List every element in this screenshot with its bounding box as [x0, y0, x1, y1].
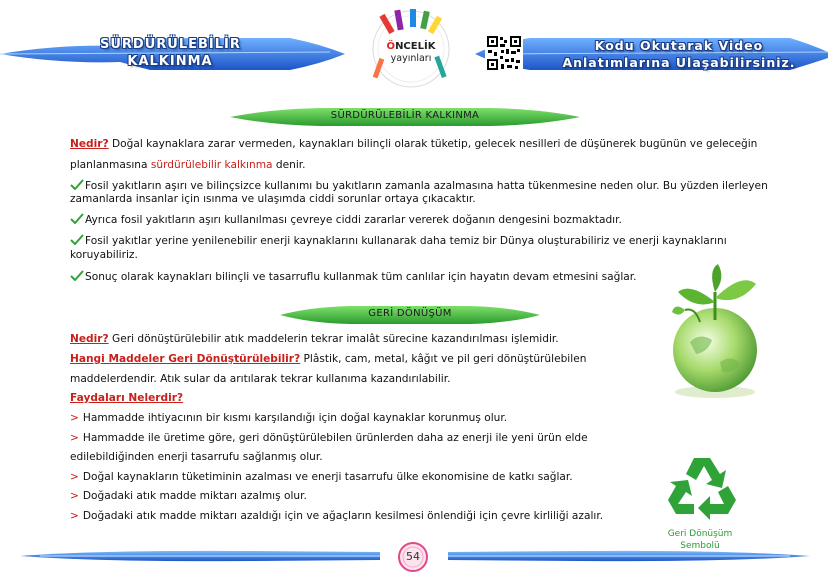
s1-bullet: Fosil yakıtlar yerine yenilenebilir enerji kaynaklarını kullanarak daha temiz bir Dünya oluşturabiliriz ve enerji kaynaklarını: [70, 234, 727, 248]
arrow-icon: >: [70, 510, 79, 522]
checkmark-icon: [70, 234, 84, 245]
s1-question-label: Nedir?: [70, 138, 109, 150]
section2-title-bar: [280, 305, 540, 325]
arrow-icon: >: [70, 432, 79, 444]
checkmark-icon: [70, 179, 84, 190]
arrow-icon: >: [70, 490, 79, 502]
s1-bullet-cont: zamanlarda insanlar için ısınma ve ulaşımda ciddi sorunlar ortaya çıkacaktır.: [70, 193, 476, 205]
left-title-line2: KALKINMA: [127, 54, 213, 69]
s2-benefit-item: > Doğadaki atık madde miktarı azalmış olur.: [70, 490, 307, 502]
s1-highlight-term: sürdürülebilir kalkınma: [150, 159, 273, 171]
recycle-caption-line2: Sembolü: [680, 541, 720, 551]
s1-bullet-cont: koruyabiliriz.: [70, 249, 138, 261]
arrow-icon: >: [70, 471, 79, 483]
section1-title: SÜRDÜRÜLEBİLİR KALKINMA: [330, 110, 480, 121]
recycle-icon: [664, 454, 740, 522]
publisher-subname: yayınları: [390, 53, 432, 64]
right-title-line1: Kodu Okutarak Video: [594, 38, 764, 53]
s2-materials-label: Hangi Maddeler Geri Dönüştürülebilir?: [70, 353, 301, 365]
s2-benefit-cont: edilebildiğinden enerji tasarrufu sağlanmış olur.: [70, 451, 323, 463]
recycle-caption-line1: Geri Dönüşüm: [667, 529, 733, 539]
s2-benefit-item: > Doğal kaynakların tüketiminin azalması ve enerji tasarrufu ülke ekonomisine de katkı sağlar.: [70, 471, 573, 483]
s2-materials-line2: maddelerdendir. Atık sular da arıtılarak tekrar kullanıma kazandırılabilir.: [70, 373, 451, 385]
qr-code-icon[interactable]: [485, 34, 523, 72]
s2-benefit-item: > Hammadde ile üretime göre, geri dönüştürülebilen ürünlerden daha az enerji ile yeni ürün elde: [70, 432, 588, 444]
right-title-line2: Anlatımlarına Ulaşabilirsiniz.: [562, 55, 796, 70]
s2-definition-line: Nedir? Geri dönüştürülebilir atık maddelerin tekrar imalât sürecine kazandırılması işlemidir.: [70, 333, 559, 345]
s2-benefits-label: Faydaları Nelerdir?: [70, 392, 184, 404]
s1-bullet: Ayrıca fosil yakıtların aşırı kullanılması çevreye ciddi zararlar vererek doğanın dengesini bozmaktadır.: [70, 213, 622, 227]
left-title-line1: SÜRDÜRÜLEBİLİR: [100, 37, 241, 52]
page-number: 54: [406, 550, 420, 563]
arrow-icon: >: [70, 412, 79, 424]
section1-title-bar: [230, 107, 580, 127]
section2-title: GERİ DÖNÜŞÜM: [368, 308, 452, 319]
page-number-badge: [397, 541, 429, 573]
header-right-banner: [470, 30, 828, 78]
s2-question-label: Nedir?: [70, 333, 109, 345]
s1-bullet: Fosil yakıtların aşırı ve bilinçsizce kullanımı bu yakıtların zamanla azalmasına hatta tükenmesine neden olur. Bu yüzden ilerleyen: [70, 179, 768, 193]
globe-plant-image: [660, 262, 770, 402]
header-left-banner: [0, 30, 350, 78]
s1-bullet: Sonuç olarak kaynakları bilinçli ve tasarruflu kullanmak tüm canlılar için hayatın devam etmesini sağlar.: [70, 270, 637, 284]
s2-benefit-item: > Doğadaki atık madde miktarı azaldığı için ve ağaçların kesilmesi önlendiği için çevre kirliliği azalır.: [70, 510, 604, 522]
publisher-name: ÖNCELİK: [386, 41, 436, 52]
checkmark-icon: [70, 213, 84, 224]
s2-benefit-item: > Hammadde ihtiyacının bir kısmı karşılandığı için doğal kaynaklar korunmuş olur.: [70, 412, 508, 424]
checkmark-icon: [70, 270, 84, 281]
s1-definition-line1: [70, 138, 757, 151]
s2-materials-line1: Hangi Maddeler Geri Dönüştürülebilir? Plâstik, cam, metal, kâğıt ve pil geri dönüştürülebilen: [70, 353, 587, 365]
s1-definition-line2: planlanmasına sürdürülebilir kalkınma denir.: [70, 159, 306, 171]
publisher-logo: [366, 8, 456, 90]
s1-definition-text: Doğal kaynaklara zarar vermeden, kaynakları bilinçli olarak tüketip, gelecek nesilleri de düşünerek bugünün ve geleceğin: [108, 138, 758, 150]
